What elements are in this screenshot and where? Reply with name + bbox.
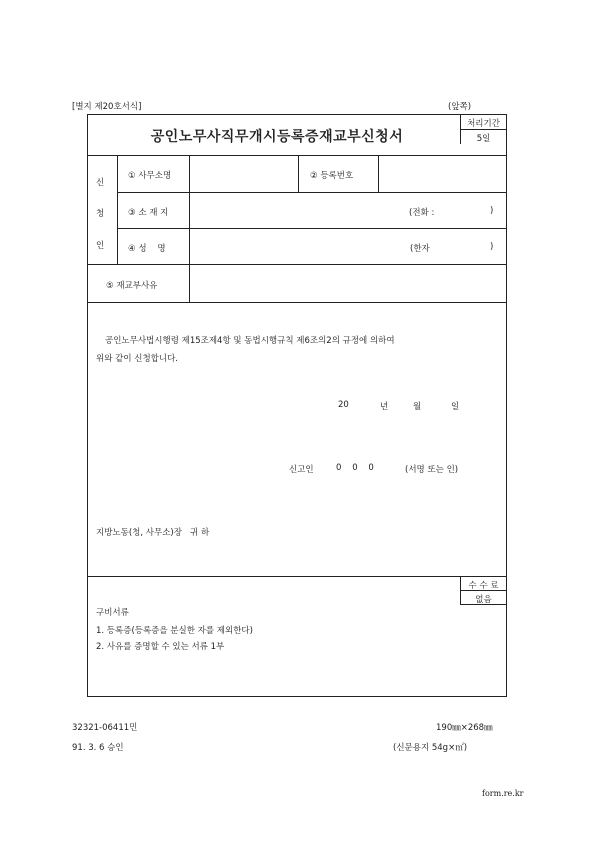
- registration-number-field[interactable]: [379, 156, 506, 191]
- hanja-label: (한자: [410, 244, 430, 254]
- required-document-item: 2. 사유를 증명할 수 있는 서류 1부: [96, 642, 225, 652]
- page-side-label: (앞쪽): [448, 102, 472, 112]
- applicant-label-2: 청: [96, 209, 105, 219]
- applicant-label-3: 인: [96, 241, 105, 251]
- signer-note: (서명 또는 인): [405, 465, 459, 475]
- form-reference: [별지 제20호서식]: [72, 102, 142, 112]
- office-name-field[interactable]: [190, 156, 297, 191]
- row-divider: [87, 302, 507, 303]
- phone-label: (전화 :: [409, 208, 435, 218]
- site-watermark: form.re.kr: [482, 789, 524, 798]
- date-year-label: 년: [380, 402, 389, 412]
- date-day-label: 일: [451, 402, 460, 412]
- reg-label-left-border: [298, 155, 299, 192]
- fee-value: 없음: [475, 595, 492, 605]
- reissue-reason-label: ⑤ 재교부사유: [106, 281, 158, 291]
- recipient: 지방노동(청, 사무소)장 귀 하: [96, 528, 210, 538]
- processing-period-label: 처리기간: [467, 119, 500, 129]
- phone-close-paren: ): [490, 206, 494, 216]
- signer-label: 신고인: [289, 465, 314, 475]
- row-divider: [87, 576, 507, 577]
- statement-line-1: 공인노무사법시행령 제15조제4항 및 동법시행규칙 제6조의2의 규정에 의하여: [105, 336, 395, 346]
- date-month-label: 월: [413, 402, 422, 412]
- form-code: 32321-06411민: [72, 723, 138, 733]
- name-field[interactable]: [190, 229, 390, 263]
- statement-line-2: 위와 같이 신청합니다.: [96, 354, 179, 364]
- date-century: 20: [338, 400, 349, 410]
- registration-number-label: ② 등록번호: [310, 171, 354, 181]
- required-document-item: 1. 등록증(등록증을 분실한 자를 제외한다): [96, 626, 253, 636]
- form-title: 공인노무사직무개시등록증재교부신청서: [150, 129, 404, 145]
- signer-name: 0 0 0: [336, 463, 374, 473]
- reissue-reason-field[interactable]: [190, 265, 506, 301]
- required-documents-title: 구비서류: [96, 608, 129, 618]
- fee-label: 수 수 료: [468, 581, 499, 591]
- processing-box-divider: [460, 129, 507, 130]
- address-label: ③ 소 재 지: [128, 208, 169, 218]
- approval-date: 91. 3. 6 승인: [72, 743, 124, 753]
- hanja-close-paren: ): [490, 242, 494, 252]
- applicant-label-1: 신: [96, 178, 105, 188]
- applicant-column-border: [117, 155, 118, 264]
- address-field[interactable]: [190, 193, 390, 227]
- processing-period-value: 5일: [476, 134, 491, 144]
- name-label: ④ 성 명: [128, 244, 166, 254]
- office-name-label: ① 사무소명: [128, 171, 172, 181]
- paper-spec: (신문용지 54g×㎡): [393, 743, 468, 753]
- paper-size: 190㎜×268㎜: [436, 723, 493, 733]
